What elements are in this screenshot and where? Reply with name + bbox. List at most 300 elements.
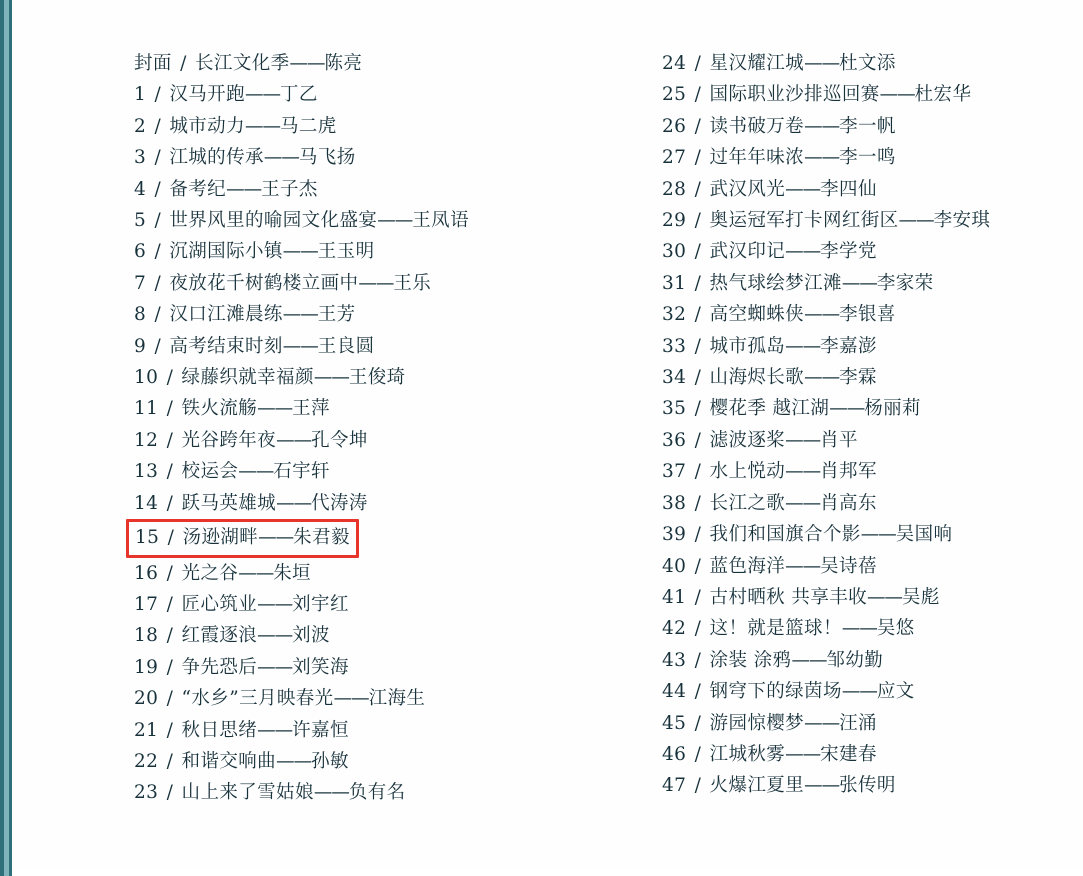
catalog-entry [662, 739, 1082, 770]
entry-dash: —— [791, 649, 827, 671]
catalog-entry-text [662, 744, 877, 765]
catalog-entry-text [134, 625, 330, 646]
entry-author: 刘波 [292, 625, 330, 647]
entry-dash: —— [244, 115, 280, 137]
entry-number: 30 [662, 241, 687, 263]
entry-slash: / [688, 115, 708, 137]
entry-number: 34 [662, 367, 687, 389]
entry-dash: —— [282, 241, 318, 263]
catalog-entry-text [662, 147, 896, 168]
entry-title: 匠心筑业 [181, 593, 258, 615]
entry-title: 武汉印记 [709, 241, 786, 263]
entry-slash: / [148, 210, 168, 232]
catalog-entry-text [134, 461, 330, 482]
catalog-entry [134, 362, 554, 393]
entry-author: 王萍 [292, 398, 330, 420]
catalog-entry [662, 331, 1082, 362]
entry-dash: —— [785, 492, 821, 514]
entry-slash: / [688, 649, 708, 671]
entry-title: 城市孤岛 [709, 335, 786, 357]
catalog-entry [662, 770, 1082, 801]
entry-dash: —— [785, 335, 821, 357]
catalog-entry [134, 558, 554, 589]
entry-title: 水上悦动 [709, 461, 786, 483]
entry-title: “水乡”三月映春光 [181, 688, 334, 710]
entry-dash: —— [785, 178, 821, 200]
entry-slash: / [160, 492, 180, 514]
entry-author: 李一帆 [839, 115, 896, 137]
entry-author: 代涛涛 [311, 492, 368, 514]
entry-dash: —— [785, 743, 821, 765]
entry-number: 25 [662, 84, 687, 106]
entry-number: 22 [134, 750, 159, 772]
entry-title: 校运会 [181, 461, 239, 483]
page-bottom-edge [12, 870, 1083, 876]
entry-title: 江城秋雾 [709, 743, 786, 765]
catalog-entry-text [662, 587, 940, 608]
catalog-entry [662, 645, 1082, 676]
entry-number: 7 [134, 272, 147, 294]
entry-title: 热气球绘梦江滩 [709, 272, 842, 294]
catalog-entry-text [662, 618, 915, 639]
entry-author: 陈亮 [324, 53, 363, 74]
entry-author: 李银喜 [839, 304, 896, 326]
entry-title: 高考结束时刻 [169, 335, 283, 357]
entry-number: 27 [662, 147, 687, 169]
entry-dash: —— [276, 429, 312, 451]
entry-number: 18 [134, 625, 159, 647]
entry-title: 奥运冠军打卡网红街区 [709, 210, 899, 232]
entry-author: 邹幼勤 [826, 649, 884, 671]
entry-title: 樱花季 越江湖 [709, 398, 830, 420]
catalog-entry [134, 393, 554, 424]
catalog-entry [134, 589, 554, 620]
entry-author: 李霖 [839, 367, 877, 389]
entry-author: 吴彪 [902, 586, 940, 608]
catalog-entry-text [662, 210, 990, 231]
catalog-entry-text [662, 556, 877, 577]
entry-author: 负有名 [348, 782, 406, 804]
catalog-entry [134, 620, 554, 651]
catalog-entry [662, 142, 1082, 173]
catalog-entry-text [662, 430, 858, 451]
entry-dash: —— [333, 688, 369, 710]
entry-dash: —— [313, 367, 349, 389]
catalog-entry [662, 425, 1082, 456]
entry-number: 29 [662, 210, 687, 232]
entry-number: 32 [662, 304, 687, 326]
entry-title: 江城的传承 [169, 147, 264, 169]
entry-dash: —— [238, 562, 274, 584]
entry-number: 23 [134, 782, 159, 804]
catalog-entry-text [662, 493, 877, 514]
page-accent-bar-inner [4, 0, 9, 876]
catalog-entry-text [662, 461, 877, 482]
catalog-entry [134, 48, 554, 79]
entry-title: 高空蜘蛛侠 [709, 304, 805, 326]
catalog-entry [134, 488, 554, 519]
entry-title: 读书破万卷 [709, 115, 805, 137]
catalog-entry-text [662, 775, 896, 796]
entry-slash: / [688, 210, 708, 232]
entry-dash: —— [785, 461, 821, 483]
page-accent-bar [0, 0, 12, 876]
entry-number: 15 [135, 527, 160, 549]
entry-slash: / [160, 367, 180, 389]
catalog-entry [662, 79, 1082, 110]
entry-dash: —— [258, 527, 294, 549]
entry-number: 21 [134, 719, 159, 741]
entry-dash: —— [785, 241, 821, 263]
entry-dash: —— [257, 719, 293, 741]
entry-slash: / [148, 304, 168, 326]
catalog-entry-text [134, 563, 311, 584]
entry-slash: / [160, 750, 180, 772]
entry-number: 45 [662, 712, 687, 734]
entry-dash: —— [804, 53, 840, 74]
catalog-column-right [662, 48, 1082, 802]
entry-number: 31 [662, 272, 687, 294]
catalog-entry [134, 205, 554, 236]
catalog-entry-text [134, 84, 318, 105]
entry-dash: —— [289, 53, 325, 74]
entry-slash: / [160, 398, 180, 420]
entry-slash: / [161, 527, 181, 549]
entry-number: 12 [134, 429, 159, 451]
entry-title: 铁火流觞 [181, 398, 258, 420]
entry-slash: / [688, 524, 708, 546]
entry-author: 宋建春 [820, 743, 877, 765]
catalog-entry-text [134, 147, 356, 168]
entry-number: 46 [662, 743, 687, 765]
entry-author: 肖高东 [820, 492, 877, 514]
catalog-entry [134, 777, 554, 808]
entry-title: 我们和国旗合个影 [709, 524, 861, 546]
entry-number: 41 [662, 586, 687, 608]
entry-number: 9 [134, 335, 147, 357]
entry-title: 长江之歌 [709, 492, 786, 514]
entry-author: 丁乙 [279, 84, 318, 106]
document-content [12, 0, 1083, 876]
entry-slash: / [688, 272, 708, 294]
entry-number: 20 [134, 688, 159, 710]
entry-title: 游园惊樱梦 [709, 712, 805, 734]
entry-slash: / [688, 304, 708, 326]
entry-number: 5 [134, 210, 147, 232]
entry-title: 备考纪 [169, 178, 227, 200]
entry-title: 涂装 涂鸦 [709, 649, 792, 671]
entry-author: 肖邦军 [820, 461, 877, 483]
entry-title: 光谷跨年夜 [181, 429, 277, 451]
entry-slash: / [148, 84, 168, 106]
entry-number: 39 [662, 524, 687, 546]
catalog-entry [662, 551, 1082, 582]
catalog-entry [662, 488, 1082, 519]
entry-dash: —— [358, 272, 394, 294]
catalog-entry [134, 683, 554, 714]
entry-dash: —— [785, 555, 821, 577]
entry-number: 10 [134, 367, 159, 389]
catalog-entry [134, 715, 554, 746]
catalog-entry-text [662, 53, 896, 74]
catalog-entry-text [134, 304, 356, 325]
entry-slash: / [148, 335, 168, 357]
entry-title: 汤逊湖畔 [182, 527, 259, 549]
entry-author: 王玉明 [317, 241, 375, 263]
entry-title: 滤波逐桨 [709, 429, 786, 451]
entry-title: 跃马英雄城 [181, 492, 277, 514]
entry-slash: / [148, 272, 168, 294]
entry-title: 争先恐后 [181, 656, 258, 678]
entry-number: 11 [134, 398, 159, 420]
entry-dash: —— [898, 210, 934, 232]
entry-slash: / [688, 429, 708, 451]
entry-author: 李嘉澎 [820, 335, 877, 357]
entry-number: 40 [662, 555, 687, 577]
catalog-entry-text [662, 650, 883, 671]
entry-number: 16 [134, 562, 159, 584]
catalog-entry-text [662, 273, 934, 294]
catalog-entry-text [662, 398, 921, 419]
entry-dash: —— [257, 593, 293, 615]
entry-slash: / [148, 147, 168, 169]
catalog-entry-text [662, 524, 952, 545]
catalog-entry-text [134, 210, 469, 231]
entry-number: 19 [134, 656, 159, 678]
entry-dash: —— [238, 461, 274, 483]
catalog-entry [662, 236, 1082, 267]
entry-title: 和谐交响曲 [181, 750, 277, 772]
catalog-entry [134, 425, 554, 456]
entry-author: 王乐 [393, 272, 432, 294]
entry-author: 杨丽莉 [864, 398, 921, 420]
catalog-entry-text [662, 367, 877, 388]
entry-title: 过年年味浓 [709, 147, 805, 169]
entry-author: 王凤语 [412, 210, 469, 232]
entry-slash: / [688, 618, 708, 640]
catalog-entry [662, 205, 1082, 236]
catalog-entry-text [134, 688, 425, 709]
entry-dash: —— [276, 750, 312, 772]
entry-slash: / [688, 335, 708, 357]
entry-author: 李安琪 [933, 210, 991, 232]
entry-dash: —— [263, 147, 299, 169]
entry-dash: —— [841, 272, 877, 294]
catalog-entry [134, 299, 554, 330]
entry-title: 武汉风光 [709, 178, 786, 200]
entry-dash: —— [804, 775, 840, 797]
catalog-entry-text [662, 241, 877, 262]
entry-slash: / [688, 586, 708, 608]
entry-dash: —— [867, 586, 903, 608]
entry-slash: / [688, 53, 708, 74]
entry-slash: / [688, 555, 708, 577]
catalog-entry-text [662, 116, 896, 137]
entry-slash: / [160, 688, 180, 710]
entry-dash: —— [841, 618, 877, 640]
entry-dash: —— [879, 84, 915, 106]
entry-author: 王子杰 [261, 178, 318, 200]
entry-slash: / [160, 593, 180, 615]
entry-title: 汉马开跑 [169, 84, 245, 106]
entry-dash: —— [257, 656, 293, 678]
catalog-entry-text [134, 782, 406, 803]
entry-author: 应文 [876, 681, 915, 703]
entry-slash: / [173, 53, 194, 74]
catalog-entry-text [662, 84, 971, 105]
catalog-entry [662, 299, 1082, 330]
entry-number: 38 [662, 492, 687, 514]
entry-author: 吴诗蓓 [820, 555, 877, 577]
catalog-entry-text [134, 751, 349, 772]
catalog-entry-text [134, 657, 349, 678]
entry-number: 43 [662, 649, 687, 671]
entry-author: 李四仙 [820, 178, 877, 200]
catalog-entry [134, 519, 554, 557]
catalog-entry-text [662, 179, 877, 200]
entry-number: 13 [134, 461, 159, 483]
catalog-entry [662, 613, 1082, 644]
entry-slash: / [688, 398, 708, 420]
entry-slash: / [688, 178, 708, 200]
entry-dash: —— [785, 429, 821, 451]
entry-number: 42 [662, 618, 687, 640]
entry-number: 2 [134, 115, 147, 137]
entry-number: 24 [662, 53, 687, 74]
catalog-entry-text [662, 304, 896, 325]
entry-author: 马飞扬 [298, 147, 356, 169]
catalog-entry [134, 174, 554, 205]
entry-slash: / [688, 743, 708, 765]
entry-slash: / [160, 782, 180, 804]
entry-title: 星汉耀江城 [709, 53, 805, 74]
entry-slash: / [160, 429, 180, 451]
entry-author: 王芳 [317, 304, 356, 326]
catalog-entry-text [662, 681, 915, 702]
entry-dash: —— [804, 147, 840, 169]
catalog-entry [134, 79, 554, 110]
entry-slash: / [160, 625, 180, 647]
entry-title: 山海烬长歌 [709, 367, 805, 389]
entry-title: 长江文化季 [195, 53, 290, 74]
entry-title: 夜放花千树鹤楼立画中 [169, 272, 359, 294]
entry-author: 石宇轩 [273, 461, 330, 483]
catalog-entry [662, 362, 1082, 393]
catalog-entry-text [134, 493, 368, 514]
entry-title: 火爆江夏里 [709, 775, 805, 797]
catalog-entry-text [134, 336, 374, 357]
entry-slash: / [148, 178, 168, 200]
entry-dash: —— [226, 178, 262, 200]
catalog-entry [134, 111, 554, 142]
catalog-entry [134, 746, 554, 777]
catalog-entry-text [134, 241, 374, 262]
entry-number: 17 [134, 593, 159, 615]
entry-title: 这！就是篮球！ [709, 618, 842, 640]
entry-dash: —— [841, 681, 877, 703]
entry-author: 刘宇红 [292, 593, 349, 615]
entry-slash: / [160, 562, 180, 584]
entry-author: 吴悠 [876, 618, 915, 640]
catalog-entry [134, 652, 554, 683]
entry-dash: —— [860, 524, 896, 546]
entry-number: 4 [134, 178, 147, 200]
entry-author: 王俊琦 [348, 367, 406, 389]
catalog-entry [662, 393, 1082, 424]
entry-number: 14 [134, 492, 159, 514]
entry-author: 杜文添 [839, 53, 896, 74]
entry-slash: / [688, 492, 708, 514]
entry-author: 孙敏 [311, 750, 349, 772]
catalog-entry [134, 331, 554, 362]
entry-number: 8 [134, 304, 147, 326]
entry-slash: / [688, 367, 708, 389]
catalog-entry [134, 456, 554, 487]
entry-slash: / [160, 656, 180, 678]
entry-dash: —— [257, 625, 293, 647]
catalog-entry [662, 519, 1082, 550]
entry-slash: / [160, 461, 180, 483]
entry-number: 35 [662, 398, 687, 420]
entry-dash: —— [377, 210, 413, 232]
entry-title: 国际职业沙排巡回赛 [709, 84, 880, 106]
entry-slash: / [160, 719, 180, 741]
entry-author: 许嘉恒 [292, 719, 349, 741]
catalog-entry-text [134, 116, 337, 137]
entry-title: 钢穹下的绿茵场 [709, 681, 842, 703]
entry-slash: / [688, 241, 708, 263]
entry-number: 44 [662, 681, 687, 703]
entry-author: 肖平 [820, 429, 858, 451]
entry-dash: —— [282, 304, 318, 326]
entry-slash: / [148, 115, 168, 137]
entry-title: 红霞逐浪 [181, 625, 258, 647]
entry-author: 李一鸣 [839, 147, 896, 169]
entry-author: 朱垣 [273, 562, 312, 584]
catalog-entry [662, 456, 1082, 487]
entry-title: 世界风里的喻园文化盛宴 [169, 210, 378, 232]
catalog-entry [662, 676, 1082, 707]
catalog-entry [134, 236, 554, 267]
entry-slash: / [688, 681, 708, 703]
entry-number: 26 [662, 115, 687, 137]
entry-number: 47 [662, 775, 687, 797]
entry-dash: —— [804, 367, 840, 389]
catalog-entry [662, 268, 1082, 299]
entry-author: 汪涌 [839, 712, 877, 734]
entry-title: 山上来了雪姑娘 [181, 782, 314, 804]
entry-title: 蓝色海洋 [709, 555, 786, 577]
entry-dash: —— [313, 782, 349, 804]
entry-number: 3 [134, 147, 147, 169]
entry-title: 古村晒秋 共享丰收 [709, 586, 868, 608]
catalog-entry [662, 174, 1082, 205]
entry-number: 37 [662, 461, 687, 483]
catalog-entry [662, 582, 1082, 613]
entry-number: 1 [134, 84, 147, 106]
entry-dash: —— [829, 398, 865, 420]
entry-number: 33 [662, 335, 687, 357]
entry-author: 王良圆 [317, 335, 375, 357]
catalog-entry-text [134, 720, 349, 741]
entry-author: 刘笑海 [292, 656, 349, 678]
catalog-entry [134, 142, 554, 173]
entry-author: 朱君毅 [293, 527, 350, 549]
entry-title: 秋日思绪 [181, 719, 258, 741]
catalog-entry-text [662, 713, 877, 734]
entry-title: 沉湖国际小镇 [169, 241, 283, 263]
entry-slash: / [688, 147, 708, 169]
